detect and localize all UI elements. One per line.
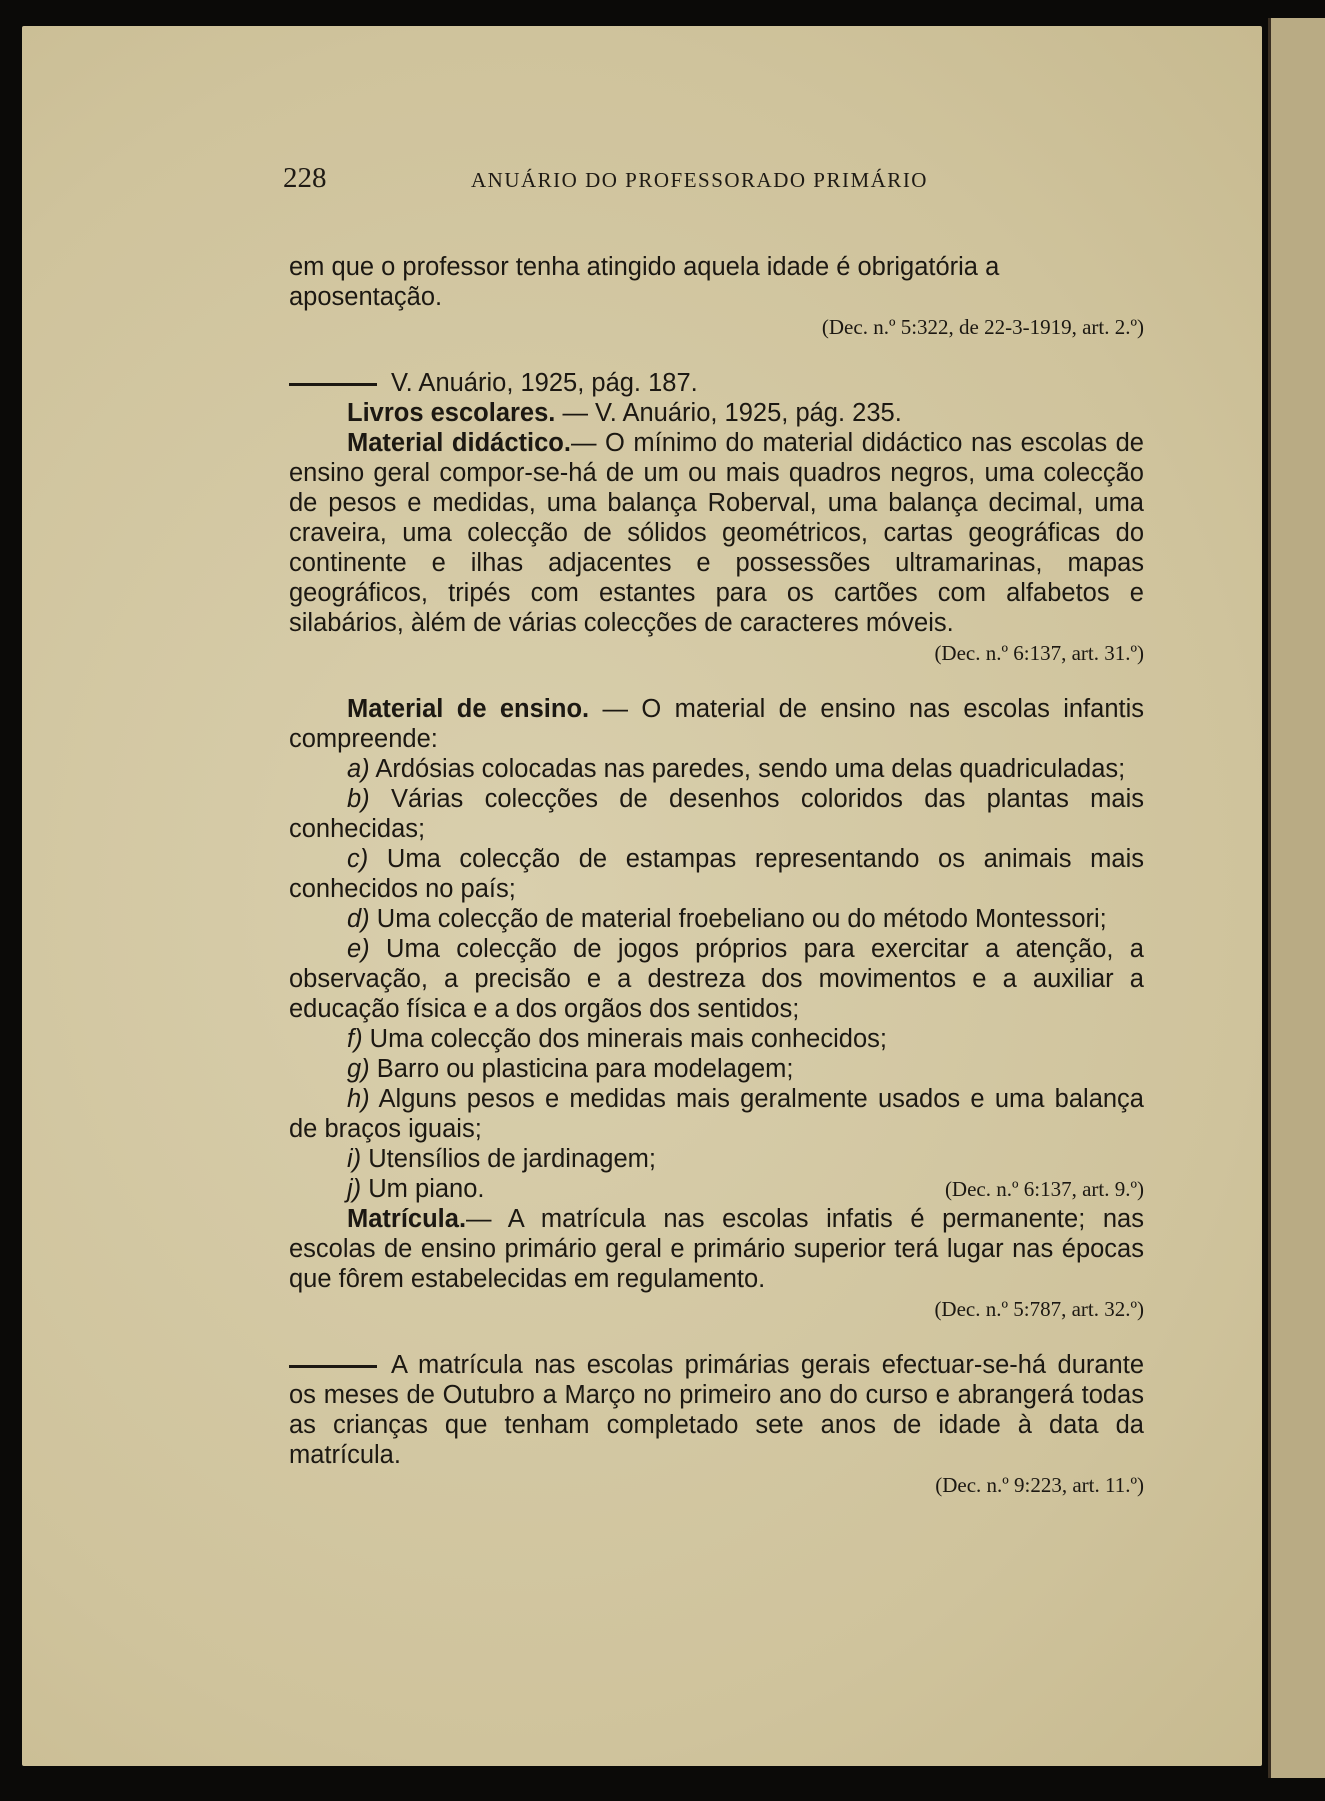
paragraph-anuario-ref: V. Anuário, 1925, pág. 187. [289, 368, 1144, 398]
paragraph-aposentacao: em que o professor tenha atingido aquela idade é obrigatória a aposentação. [289, 253, 1000, 311]
paragraph-matricula-gerais: A matrícula nas escolas primárias gerais efectuar-se-há durante os meses de Outubro a Março no primeiro ano do curso e abrangerá todas as crianças que tenham completado sete anos de idade à data da matrícula. [289, 1351, 1144, 1469]
citation: (Dec. n.º 9:223, art. 11.º) [935, 1473, 1144, 1497]
heading-matricula: Matrícula. [347, 1205, 467, 1233]
dash-rule [289, 1365, 377, 1368]
list-item: a) Ardósias colocadas nas paredes, sendo uma delas quadriculadas; [347, 755, 1126, 783]
citation: (Dec. n.º 6:137, art. 31.º) [934, 641, 1144, 665]
list-item: j) Um piano. (Dec. n.º 6:137, art. 9.º) [347, 1175, 1144, 1203]
list-item: i) Utensílios de jardinagem; [347, 1145, 656, 1173]
running-title: ANUÁRIO DO PROFESSORADO PRIMÁRIO [471, 168, 928, 192]
page-header [283, 162, 1103, 202]
citation: (Dec. n.º 5:787, art. 32.º) [934, 1297, 1144, 1321]
paragraph-livros-escolares: Livros escolares. — V. Anuário, 1925, pág. 235. [347, 399, 902, 427]
paragraph-material-ensino: Material de ensino. — O material de ensino nas escolas infantis compreende: [289, 695, 1145, 753]
dash-rule [289, 383, 377, 386]
heading-material-ensino: Material de ensino. [347, 695, 590, 723]
list-item: h) Alguns pesos e medidas mais geralmente usados e uma balança de braços iguais; [289, 1085, 1144, 1143]
heading-livros-escolares: Livros escolares. [347, 399, 556, 427]
citation: (Dec. n.º 6:137, art. 9.º) [944, 1177, 1144, 1201]
list-item: d) Uma colecção de material froebeliano ou do método Montessori; [347, 905, 1107, 933]
list-item: c) Uma colecção de estampas representando os animais mais conhecidos no país; [289, 845, 1144, 903]
list-item: f) Uma colecção dos minerais mais conhecidos; [347, 1025, 887, 1053]
citation: (Dec. n.º 5:322, de 22-3-1919, art. 2.º) [821, 315, 1144, 339]
paragraph-matricula: Matrícula.— A matrícula nas escolas infatis é permanente; nas escolas de ensino primário geral e primário superior terá lugar nas épocas que fôrem estabelecidas em regulamento. [289, 1205, 1144, 1293]
page-number: 228 [283, 162, 327, 194]
page-body [289, 252, 1144, 1500]
heading-material-didactico: Material didáctico. [347, 429, 571, 457]
list-item: e) Uma colecção de jogos próprios para exercitar a atenção, a observação, a precisão e a destreza dos movimentos e a auxiliar a educação física e a dos orgãos dos sentidos; [289, 935, 1144, 1023]
adjacent-page-edge [1268, 18, 1325, 1778]
list-item: b) Várias colecções de desenhos coloridos das plantas mais conhecidas; [289, 785, 1144, 843]
material-list [289, 754, 1144, 1204]
list-item: g) Barro ou plasticina para modelagem; [347, 1055, 794, 1083]
paragraph-material-didactico: Material didáctico.— O mínimo do material didáctico nas escolas de ensino geral compor-se-há de um ou mais quadros negros, uma colecção de pesos e medidas, uma balança Roberval, uma balança decimal, uma craveira, uma colecção de sólidos geométricos, cartas geográficas do continente e ilhas adjacentes e possessões ultramarinas, mapas geográficos, tripés com estantes para os cartões com alfabetos e silabários, àlém de várias colecções de caracteres móveis. [289, 429, 1144, 637]
